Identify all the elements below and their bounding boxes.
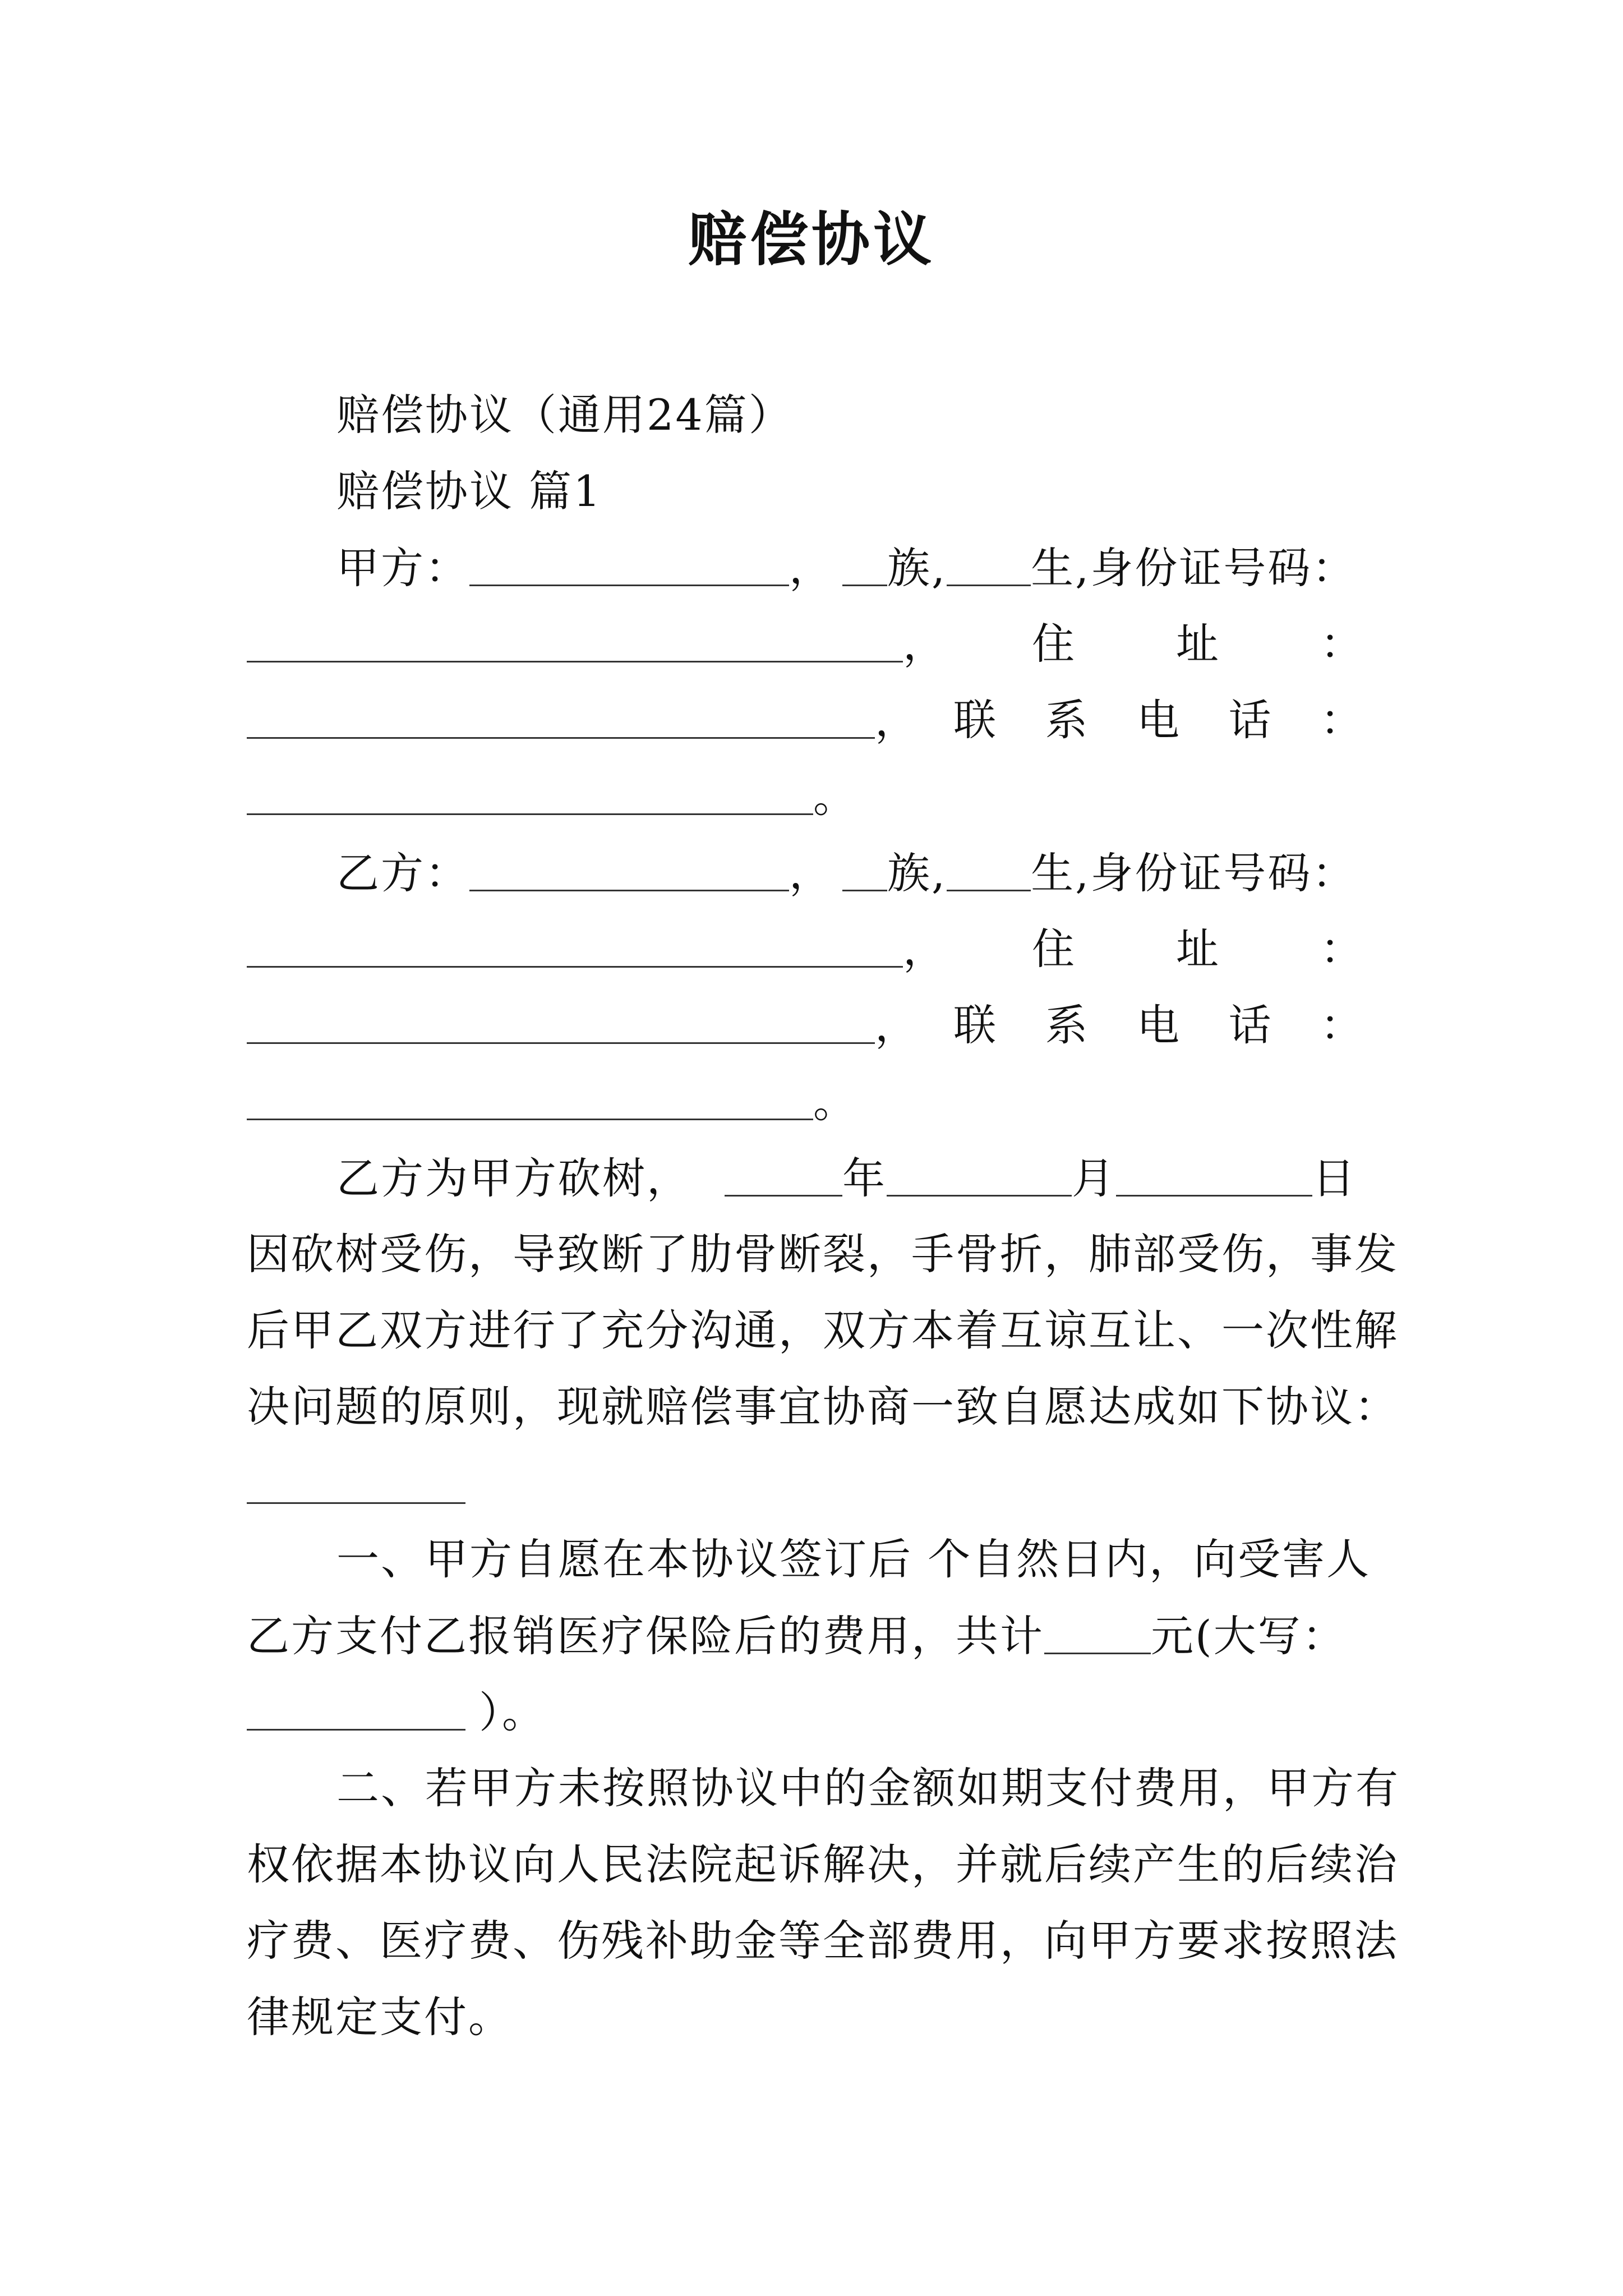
party-a-ethnic-label: 族, xyxy=(887,543,947,593)
party-b-line-3 xyxy=(247,997,919,1053)
clause-2-line-3: 疗费、医疗费、伤残补助金等全部费用，向甲方要求按照法 xyxy=(247,1916,1399,1966)
party-b-address-label xyxy=(1032,921,1363,977)
label-char: 系 xyxy=(1045,695,1088,745)
intro-line-3: 后甲乙双方进行了充分沟通，双方本着互谅互让、一次性解 xyxy=(247,1305,1399,1355)
clause-2-line-2: 权依据本协议向人民法院起诉解决，并就后续产生的后续治 xyxy=(247,1839,1399,1889)
label-char: ： xyxy=(1320,695,1363,745)
party-a-line-4 xyxy=(247,769,857,825)
party-a-label: 甲方： xyxy=(336,543,469,593)
party-b-line-2 xyxy=(247,921,947,977)
label-char: 住 xyxy=(1032,924,1075,974)
month-label: 月 xyxy=(1072,1153,1116,1203)
clause-1-line-2 xyxy=(247,1608,1347,1664)
party-a-id-blank xyxy=(247,619,903,662)
party-b-comma-3: ， xyxy=(875,1001,919,1051)
party-b-address-blank xyxy=(247,1001,875,1044)
document-subtitle: 赔偿协议（通用24篇） xyxy=(336,390,793,440)
party-a-id-label: 生,身份证号码： xyxy=(1031,543,1357,593)
amount-words-blank xyxy=(247,1687,465,1731)
label-char: 电 xyxy=(1137,695,1179,745)
party-a-line-2 xyxy=(247,616,947,672)
party-b-name-blank xyxy=(469,848,789,891)
party-b-comma-2: ， xyxy=(903,924,947,974)
year-label: 年 xyxy=(842,1153,887,1203)
label-char: 系 xyxy=(1045,1000,1088,1050)
year-blank xyxy=(725,1153,842,1197)
party-b-line-4 xyxy=(247,1074,857,1130)
label-char: 电 xyxy=(1137,1000,1179,1050)
day-blank xyxy=(1116,1153,1312,1197)
party-a-phone-blank xyxy=(247,772,813,815)
party-a-birth-blank xyxy=(947,543,1031,586)
clause-1-end: ）。 xyxy=(479,1687,546,1737)
label-char: 址 xyxy=(1176,619,1219,669)
month-blank xyxy=(887,1153,1072,1197)
label-char: 联 xyxy=(953,1000,996,1050)
party-a-comma-2: ， xyxy=(903,619,947,669)
party-a-address-label xyxy=(1032,616,1363,672)
party-b-ethnic-blank xyxy=(842,848,887,891)
amount-blank xyxy=(1044,1611,1151,1654)
party-a-address-blank xyxy=(247,696,875,739)
label-char: 话 xyxy=(1228,695,1271,745)
label-char: 联 xyxy=(953,695,996,745)
clause-1-line-3 xyxy=(247,1684,546,1740)
label-char: 址 xyxy=(1176,924,1219,974)
party-b-id-label: 生,身份证号码： xyxy=(1031,848,1357,898)
clause-2-line-1: 二、若甲方未按照协议中的金额如期支付费用，甲方有 xyxy=(336,1763,1400,1813)
day-label: 日 xyxy=(1312,1153,1357,1203)
label-char: ： xyxy=(1320,1000,1363,1050)
party-a-name-blank xyxy=(469,543,789,586)
intro-line-1 xyxy=(336,1150,1357,1206)
label-char: 话 xyxy=(1228,1000,1271,1050)
clause-2-line-4: 律规定支付。 xyxy=(247,1992,513,2042)
label-char: 住 xyxy=(1032,619,1075,669)
separator-blank xyxy=(247,1502,465,1504)
party-a-end: 。 xyxy=(813,772,857,822)
label-char: ： xyxy=(1320,619,1363,669)
clause-1-amount-label: 元(大写： xyxy=(1151,1611,1347,1661)
party-b-phone-label xyxy=(953,997,1363,1053)
section-heading: 赔偿协议 篇1 xyxy=(336,466,602,516)
party-b-end: 。 xyxy=(813,1077,857,1127)
party-b-comma: ， xyxy=(789,848,833,898)
party-a-phone-label xyxy=(953,692,1363,748)
intro-line-2: 因砍树受伤，导致断了肋骨断裂，手骨折，肺部受伤，事发 xyxy=(247,1229,1399,1279)
clause-1-line-1: 一、甲方自愿在本协议签订后 个自然日内，向受害人 xyxy=(336,1534,1371,1584)
party-b-label: 乙方： xyxy=(336,848,469,898)
party-a-comma: ， xyxy=(789,543,833,593)
party-b-birth-blank xyxy=(947,848,1031,891)
party-b-id-blank xyxy=(247,924,903,968)
party-b-phone-blank xyxy=(247,1077,813,1120)
label-char: ： xyxy=(1320,924,1363,974)
clause-1-text: 乙方支付乙报销医疗保险后的费用，共计 xyxy=(247,1611,1044,1661)
party-a-comma-3: ， xyxy=(875,696,919,746)
document-title: 赔偿协议 xyxy=(688,205,935,274)
party-b-ethnic-label: 族, xyxy=(887,848,947,898)
intro-line-4: 决问题的原则，现就赔偿事宜协商一致自愿达成如下协议： xyxy=(247,1382,1399,1432)
party-a-line-3 xyxy=(247,692,919,748)
party-a-line-1 xyxy=(336,540,1356,596)
intro-text: 乙方为甲方砍树， xyxy=(336,1153,691,1203)
party-b-line-1 xyxy=(336,845,1356,901)
party-a-ethnic-blank xyxy=(842,543,887,586)
